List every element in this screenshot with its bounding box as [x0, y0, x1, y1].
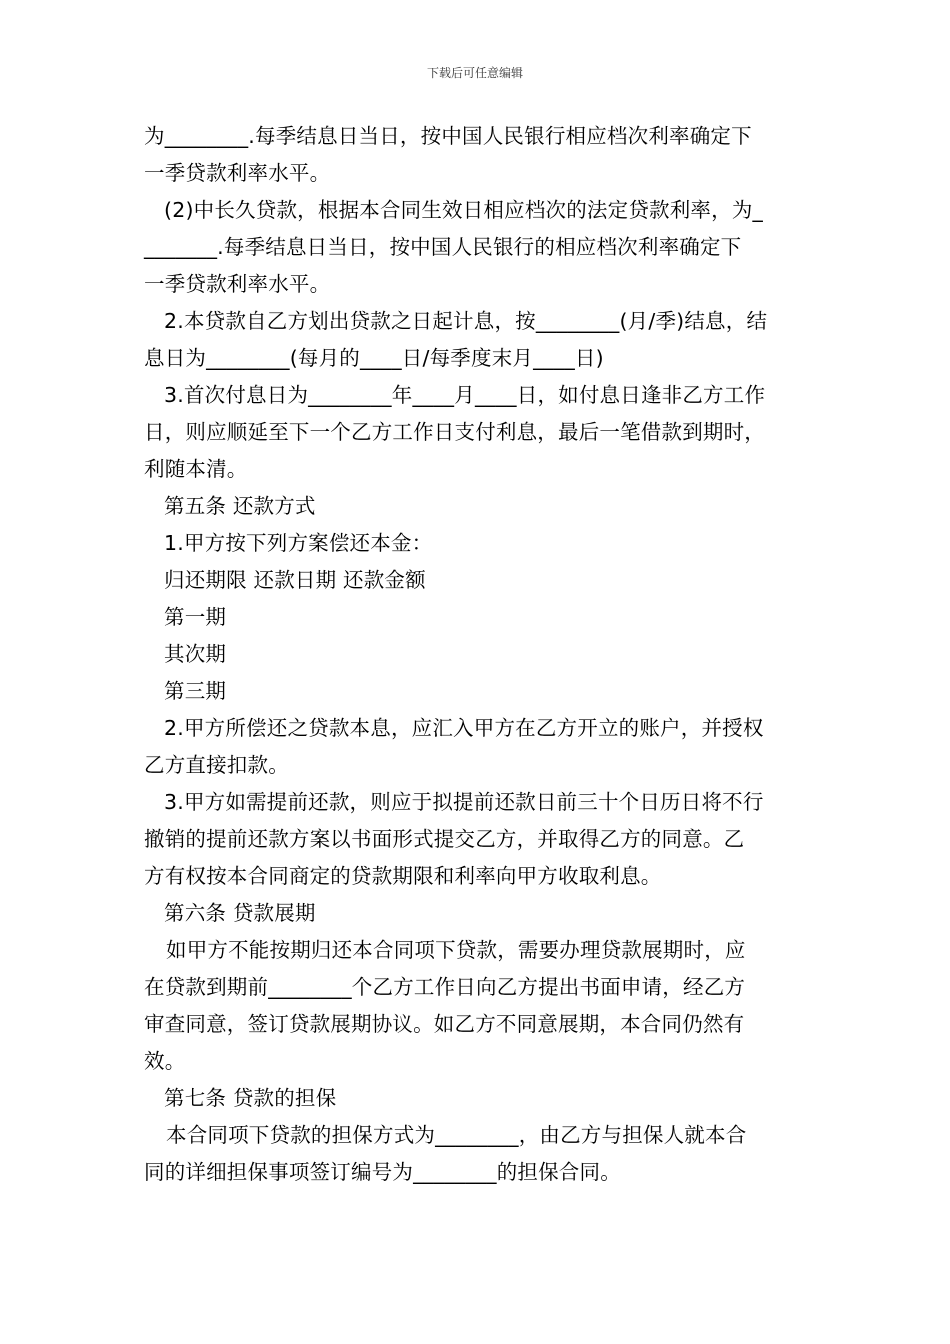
- paragraph-line: 在贷款到期前________个乙方工作日向乙方提出书面申请，经乙方: [144, 975, 746, 999]
- table-row-label: 其次期: [164, 642, 227, 666]
- paragraph-line: 如甲方不能按期归还本合同项下贷款，需要办理贷款展期时，应: [166, 938, 746, 962]
- section-heading: 第五条 还款方式: [164, 494, 316, 518]
- table-row-label: 第三期: [164, 679, 227, 703]
- paragraph-line: 效。: [144, 1049, 186, 1073]
- paragraph-line: 一季贷款利率水平。: [144, 161, 331, 185]
- paragraph-line: _______.每季结息日当日，按中国人民银行的相应档次利率确定下: [144, 235, 742, 259]
- paragraph-line: 撤销的提前还款方案以书面形式提交乙方，并取得乙方的同意。乙: [144, 827, 745, 851]
- paragraph-line: 2.本贷款自乙方划出贷款之日起计息，按________(月/季)结息，结: [164, 309, 768, 333]
- table-row-label: 第一期: [164, 605, 227, 629]
- paragraph-line: 一季贷款利率水平。: [144, 272, 331, 296]
- paragraph-line: 审查同意，签订贷款展期协议。如乙方不同意展期，本合同仍然有: [144, 1012, 745, 1036]
- section-heading: 第七条 贷款的担保: [164, 1086, 337, 1110]
- section-heading: 第六条 贷款展期: [164, 901, 316, 925]
- paragraph-line: 2.甲方所偿还之贷款本息，应汇入甲方在乙方开立的账户，并授权: [164, 716, 764, 740]
- paragraph-line: 乙方直接扣款。: [144, 753, 289, 777]
- paragraph-line: 利随本清。: [144, 457, 248, 481]
- page-header: 下载后可任意编辑: [426, 66, 523, 80]
- paragraph-line: 息日为________(每月的____日/每季度末月____日): [144, 346, 604, 370]
- table-header-line: 归还期限 还款日期 还款金额: [164, 568, 426, 592]
- paragraph-line: 1.甲方按下列方案偿还本金：: [164, 531, 433, 555]
- paragraph-line: 3.首次付息日为________年____月____日，如付息日逢非乙方工作: [164, 383, 766, 407]
- paragraph-line: 方有权按本合同商定的贷款期限和利率向甲方收取利息。: [144, 864, 662, 888]
- paragraph-line: 本合同项下贷款的担保方式为________，由乙方与担保人就本合: [166, 1123, 747, 1147]
- document-body: [144, 118, 814, 1191]
- paragraph-line: (2)中长久贷款，根据本合同生效日相应档次的法定贷款利率，为_: [164, 198, 763, 222]
- paragraph-line: 日，则应顺延至下一个乙方工作日支付利息，最后一笔借款到期时，: [144, 420, 765, 444]
- paragraph-line: 同的详细担保事项签订编号为________的担保合同。: [144, 1160, 621, 1184]
- paragraph-line: 3.甲方如需提前还款，则应于拟提前还款日前三十个日历日将不行: [164, 790, 764, 814]
- paragraph-line: 为________.每季结息日当日，按中国人民银行相应档次利率确定下: [144, 124, 752, 148]
